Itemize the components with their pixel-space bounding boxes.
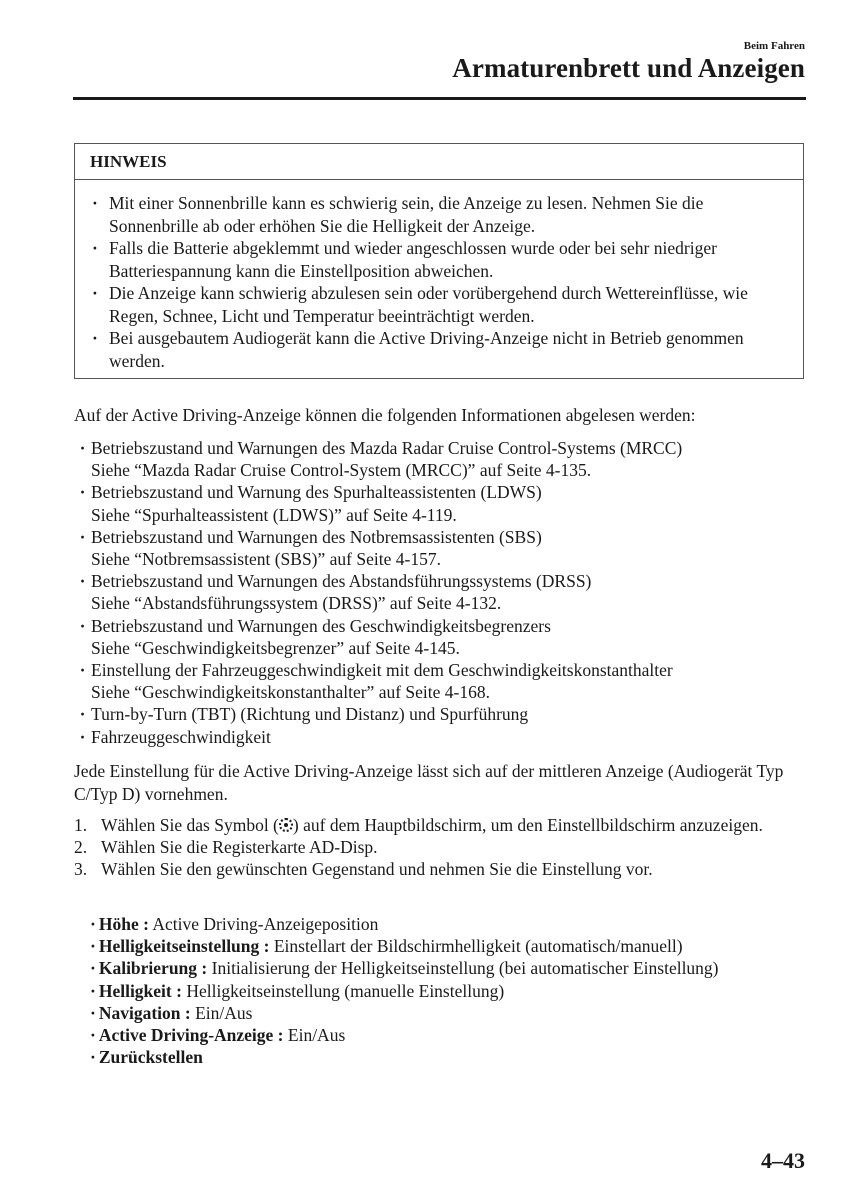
page-title: Armaturenbrett und Anzeigen — [452, 53, 805, 83]
info-item: · Einstellung der Fahrzeuggeschwindigkeit mit dem Geschwindigkeitskonstanthalter Siehe “Geschwindigkeitskonstanthalter” auf Seite 4-168. — [74, 659, 814, 703]
settings-list — [90, 913, 805, 1068]
info-list — [74, 437, 814, 748]
steps-list — [74, 814, 804, 881]
step-text-after: ) auf dem Hauptbildschirm, um den Einstellbildschirm anzuzeigen. — [292, 815, 763, 835]
setting-desc: Helligkeitseinstellung (manuelle Einstellung) — [186, 980, 505, 1001]
info-item-ref: Siehe “Geschwindigkeitskonstanthalter” auf Seite 4-168. — [91, 682, 490, 703]
info-item-text: Einstellung der Fahrzeuggeschwindigkeit mit dem Geschwindigkeitskonstanthalter — [91, 660, 673, 681]
setting-desc: Active Driving-Anzeigeposition — [152, 914, 379, 934]
info-item: · Betriebszustand und Warnungen des Abstandsführungssystems (DRSS) Siehe “Abstandsführungssystem (DRSS)” auf Seite 4-132. — [74, 570, 814, 614]
setting-label: Höhe : — [98, 914, 149, 934]
step-number: 2. — [74, 837, 88, 858]
info-item: · Fahrzeuggeschwindigkeit — [79, 726, 271, 747]
info-item-ref: Siehe “Geschwindigkeitsbegrenzer” auf Seite 4-145. — [91, 637, 460, 658]
note-title: HINWEIS — [75, 144, 803, 180]
setting-item: · Zurückstellen — [90, 1047, 203, 1068]
info-item: · Betriebszustand und Warnungen des Mazda Radar Cruise Control-Systems (MRCC) Siehe “Mazda Radar Cruise Control-System (MRCC)” auf Seite 4-135. — [74, 437, 814, 481]
settings-gear-icon — [279, 818, 293, 832]
header-rule — [73, 97, 806, 100]
info-item-text: Fahrzeuggeschwindigkeit — [91, 726, 271, 747]
info-item-ref: Siehe “Abstandsführungssystem (DRSS)” auf Seite 4-132. — [91, 593, 502, 614]
note-item: · Mit einer Sonnenbrille kann es schwierig sein, die Anzeige zu lesen. Nehmen Sie die Sonnenbrille ab oder erhöhen Sie die Helligkeit der Anzeige. — [109, 192, 785, 237]
setting-desc: Initialisierung der Helligkeitseinstellung (bei automatischer Einstellung) — [211, 958, 719, 979]
step-item — [74, 814, 804, 836]
info-item-ref: Siehe “Mazda Radar Cruise Control-System (MRCC)” auf Seite 4-135. — [91, 460, 592, 481]
setting-label: Helligkeitseinstellung : — [98, 936, 270, 957]
setting-label: Navigation : — [98, 1002, 191, 1023]
info-item-text: Betriebszustand und Warnungen des Notbremsassistenten (SBS) — [91, 526, 542, 547]
step-text: Wählen Sie das Symbol ( — [101, 815, 279, 835]
info-item-ref: Siehe “Notbremsassistent (SBS)” auf Seite 4-157. — [91, 549, 441, 570]
settings-paragraph: Jede Einstellung für die Active Driving-Anzeige lässt sich auf der mittleren Anzeige (Audiogerät Typ C/Typ D) vornehmen. — [74, 761, 784, 804]
setting-label: Active Driving-Anzeige : — [98, 1025, 284, 1046]
setting-item: · Active Driving-Anzeige : Ein/Aus — [90, 1025, 346, 1046]
setting-item: · Helligkeitseinstellung : Einstellart der Bildschirmhelligkeit (automatisch/manuell) — [90, 936, 683, 957]
setting-label: Kalibrierung : — [98, 958, 208, 979]
setting-label: Zurückstellen — [98, 1047, 203, 1068]
setting-desc: Ein/Aus — [287, 1025, 346, 1046]
setting-item: · Navigation : Ein/Aus — [90, 1002, 253, 1023]
step-item — [74, 858, 804, 880]
info-item-text: Betriebszustand und Warnung des Spurhalteassistenten (LDWS) — [91, 482, 542, 503]
setting-label: Helligkeit : — [98, 980, 182, 1001]
info-item: · Betriebszustand und Warnungen des Geschwindigkeitsbegrenzers Siehe “Geschwindigkeitsbegrenzer” auf Seite 4-145. — [74, 615, 814, 659]
setting-desc: Einstellart der Bildschirmhelligkeit (automatisch/manuell) — [273, 936, 683, 957]
setting-desc: Ein/Aus — [195, 1002, 253, 1023]
info-item: · Turn-by-Turn (TBT) (Richtung und Distanz) und Spurführung — [79, 704, 529, 725]
info-item-text: Turn-by-Turn (TBT) (Richtung und Distanz) und Spurführung — [91, 704, 529, 725]
info-item-ref: Siehe “Spurhalteassistent (LDWS)” auf Seite 4-119. — [91, 504, 457, 525]
intro-paragraph: Auf der Active Driving-Anzeige können die folgenden Informationen abgelesen werden: — [74, 405, 696, 425]
step-number: 1. — [74, 815, 88, 835]
info-item-text: Betriebszustand und Warnungen des Mazda Radar Cruise Control-Systems (MRCC) — [91, 438, 683, 458]
note-item: · Bei ausgebautem Audiogerät kann die Active Driving-Anzeige nicht in Betrieb genommen werden. — [109, 327, 785, 372]
setting-item: · Höhe : Active Driving-Anzeigeposition — [90, 914, 379, 934]
setting-item: · Kalibrierung : Initialisierung der Helligkeitseinstellung (bei automatischer Einstellung) — [90, 958, 719, 979]
info-item-text: Betriebszustand und Warnungen des Abstandsführungssystems (DRSS) — [91, 571, 592, 592]
step-text: Wählen Sie den gewünschten Gegenstand und nehmen Sie die Einstellung vor. — [101, 859, 653, 880]
info-item: · Betriebszustand und Warnung des Spurhalteassistenten (LDWS) Siehe “Spurhalteassistent (LDWS)” auf Seite 4-119. — [74, 481, 814, 525]
note-list — [75, 180, 803, 372]
page-number: 4–43 — [761, 1148, 805, 1173]
step-number: 3. — [74, 859, 88, 880]
note-item: · Falls die Batterie abgeklemmt und wieder angeschlossen wurde oder bei sehr niedriger Batteriespannung kann die Einstellposition abweichen. — [109, 237, 785, 282]
setting-item: · Helligkeit : Helligkeitseinstellung (manuelle Einstellung) — [90, 980, 505, 1001]
note-item: · Die Anzeige kann schwierig abzulesen sein oder vorübergehend durch Wettereinflüsse, wie Regen, Schnee, Licht und Temperatur beeinträchtigt werden. — [109, 282, 785, 327]
section-name: Beim Fahren — [743, 40, 805, 52]
note-box — [74, 143, 804, 379]
step-text: Wählen Sie die Registerkarte AD-Disp. — [101, 837, 378, 858]
info-item-text: Betriebszustand und Warnungen des Geschwindigkeitsbegrenzers — [91, 615, 551, 636]
step-item — [74, 836, 804, 858]
info-item: · Betriebszustand und Warnungen des Notbremsassistenten (SBS) Siehe “Notbremsassistent (SBS)” auf Seite 4-157. — [74, 526, 814, 570]
